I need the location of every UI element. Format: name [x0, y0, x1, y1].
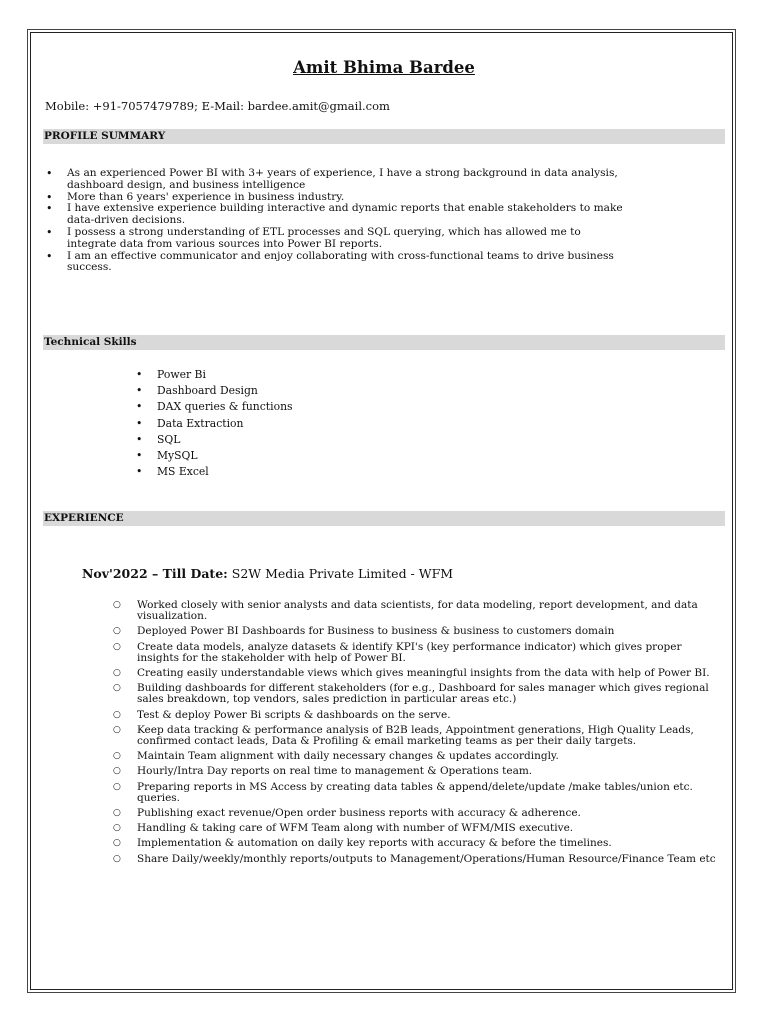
list-item: • MS Excel	[134, 464, 293, 480]
profile-summary-list	[43, 168, 633, 274]
contact-line: Mobile: +91-7057479789; E-Mail: bardee.amit@gmail.com	[45, 99, 390, 113]
list-item: • DAX queries & functions	[134, 399, 293, 415]
list-item: • As an experienced Power BI with 3+ years of experience, I have a strong background in data analysis, dashboard design, and business intelligence	[43, 168, 633, 192]
list-item: ○ Test & deploy Power Bi scripts & dashboards on the serve.	[113, 710, 725, 721]
list-item: • I possess a strong understanding of ETL processes and SQL querying, which has allowed me to integrate data from various sources into Power BI reports.	[43, 227, 633, 251]
list-item: ○ Hourly/Intra Day reports on real time to management & Operations team.	[113, 766, 725, 777]
list-item: ○ Deployed Power BI Dashboards for Business to business & business to customers domain	[113, 626, 725, 637]
list-item: • I am an effective communicator and enjoy collaborating with cross-functional teams to drive business success.	[43, 251, 633, 275]
candidate-name: Amit Bhima Bardee	[293, 58, 475, 77]
job-period: Nov'2022 – Till Date:	[82, 566, 228, 581]
list-item: ○ Handling & taking care of WFM Team along with number of WFM/MIS executive.	[113, 823, 725, 834]
list-item: ○ Building dashboards for different stakeholders (for e.g., Dashboard for sales manager which gives regional sales breakdown, top vendors, sales prediction in particular areas etc.)	[113, 683, 725, 705]
list-item: • MySQL	[134, 448, 293, 464]
technical-skills-list	[134, 367, 293, 480]
list-item: ○ Maintain Team alignment with daily necessary changes & updates accordingly.	[113, 751, 725, 762]
profile-summary-heading: PROFILE SUMMARY	[43, 129, 725, 144]
list-item: • Data Extraction	[134, 416, 293, 432]
list-item: ○ Create data models, analyze datasets & identify KPI's (key performance indicator) which gives proper insights for the stakeholder with help of Power BI.	[113, 642, 725, 664]
list-item: ○ Keep data tracking & performance analysis of B2B leads, Appointment generations, High Quality Leads, confirmed contact leads, Data & Profiling & email marketing teams as per their daily targets.	[113, 725, 725, 747]
list-item: • I have extensive experience building interactive and dynamic reports that enable stakeholders to make data-driven decisions.	[43, 203, 633, 227]
list-item: • SQL	[134, 432, 293, 448]
list-item: ○ Share Daily/weekly/monthly reports/outputs to Management/Operations/Human Resource/Finance Team etc	[113, 854, 725, 865]
job-company: S2W Media Private Limited - WFM	[227, 566, 454, 581]
list-item: ○ Creating easily understandable views which gives meaningful insights from the data with help of Power BI.	[113, 668, 725, 679]
technical-skills-heading: Technical Skills	[43, 335, 725, 350]
job-title	[82, 566, 453, 581]
list-item: ○ Implementation & automation on daily key reports with accuracy & before the timelines.	[113, 838, 725, 849]
list-item: • More than 6 years' experience in business industry.	[43, 192, 633, 204]
list-item: ○ Preparing reports in MS Access by creating data tables & append/delete/update /make tables/union etc. queries.	[113, 782, 725, 804]
list-item: • Dashboard Design	[134, 383, 293, 399]
job-duties-list	[113, 600, 725, 869]
experience-heading: EXPERIENCE	[43, 511, 725, 526]
list-item: • Power Bi	[134, 367, 293, 383]
list-item: ○ Worked closely with senior analysts and data scientists, for data modeling, report development, and data visualization.	[113, 600, 725, 622]
list-item: ○ Publishing exact revenue/Open order business reports with accuracy & adherence.	[113, 808, 725, 819]
